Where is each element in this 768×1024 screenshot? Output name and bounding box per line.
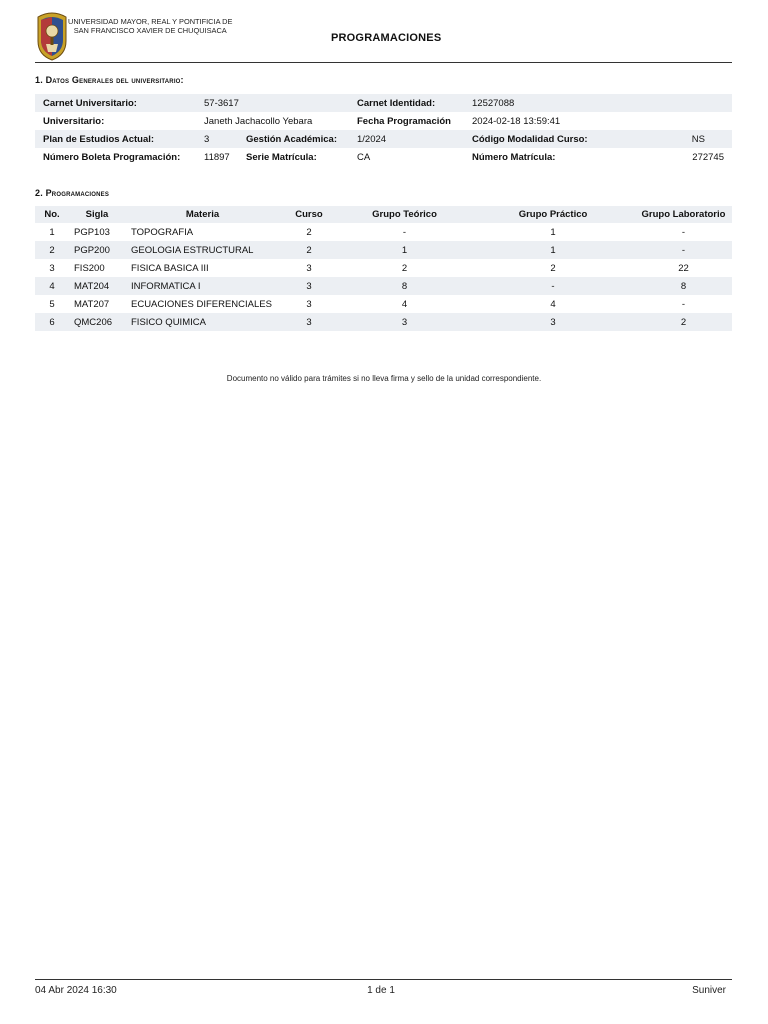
boleta-serie-cell	[196, 148, 349, 166]
table-row	[35, 295, 732, 313]
validity-note: Documento no válido para trámites si no lleva firma y sello de la unidad correspondiente.	[226, 374, 542, 383]
cell-grupo-teorico: 3	[338, 313, 471, 331]
university-crest-icon	[35, 11, 69, 61]
table-row	[35, 241, 732, 259]
serie-matricula-value: CA	[357, 151, 371, 163]
cell-sigla: PGP103	[74, 226, 110, 238]
cell-grupo-practico: -	[471, 277, 635, 295]
carnet-identidad-value: 12527088	[464, 94, 732, 112]
cell-grupo-laboratorio: 2	[635, 313, 732, 331]
cell-grupo-practico: 2	[550, 262, 556, 274]
col-header-grupo-practico: Grupo Práctico	[471, 206, 635, 223]
table-row	[35, 223, 732, 241]
document-header	[35, 10, 732, 64]
cell-materia: FISICA BASICA III	[131, 262, 209, 274]
general-data-table	[35, 94, 732, 166]
cell-materia: FISICO QUIMICA	[125, 313, 280, 331]
footer-page-number: 1 de 1	[367, 985, 395, 996]
cell-sigla: MAT207	[74, 298, 110, 310]
fecha-programacion-label: Fecha Programación	[357, 115, 451, 127]
cell-grupo-practico: 3	[471, 313, 635, 331]
university-name-line-2: SAN FRANCISCO XAVIER DE CHUQUISACA	[73, 26, 227, 35]
cell-sigla: QMC206	[69, 313, 125, 331]
footer-divider	[35, 979, 732, 980]
cell-grupo-teorico: 4	[401, 298, 408, 310]
table-row	[35, 277, 732, 295]
cell-grupo-laboratorio: -	[681, 226, 686, 238]
cell-materia: GEOLOGIA ESTRUCTURAL	[125, 241, 280, 259]
plan-gestion-cell	[196, 130, 349, 148]
cell-curso: 3	[280, 277, 338, 295]
cell-no: 3	[49, 262, 55, 274]
cell-grupo-teorico: -	[402, 226, 407, 238]
carnet-identidad-label: Carnet Identidad:	[349, 94, 464, 112]
universitario-label: Universitario:	[43, 115, 105, 127]
col-header-grupo-laboratorio: Grupo Laboratorio	[635, 206, 732, 223]
header-divider	[35, 62, 732, 63]
codigo-modalidad-label: Código Modalidad Curso:	[464, 130, 576, 148]
cell-materia: ECUACIONES DIFERENCIALES	[131, 298, 272, 310]
gestion-academica-label: Gestión Académica:	[246, 133, 337, 145]
cell-materia: TOPOGRAFIA	[131, 226, 194, 238]
cell-no: 5	[49, 298, 55, 310]
general-data-title: 1. Datos Generales del universitario:	[35, 75, 184, 85]
col-header-sigla: Sigla	[69, 206, 125, 223]
col-header-curso: Curso	[280, 206, 338, 223]
col-header-materia: Materia	[125, 206, 280, 223]
general-row-1	[35, 94, 732, 112]
cell-curso: 3	[280, 313, 338, 331]
cell-curso: 3	[306, 298, 312, 310]
cell-grupo-teorico: 8	[338, 277, 471, 295]
cell-grupo-teorico: 2	[401, 262, 408, 274]
plan-estudios-value: 3	[204, 133, 210, 145]
col-header-grupo-teorico: Grupo Teórico	[338, 206, 471, 223]
university-name-line-1: UNIVERSIDAD MAYOR, REAL Y PONTIFICIA DE	[68, 17, 233, 26]
table-header-row	[35, 206, 732, 223]
cell-curso: 2	[280, 241, 338, 259]
codigo-modalidad-value: NS	[576, 130, 732, 148]
carnet-universitario-label: Carnet Universitario:	[35, 94, 196, 112]
numero-boleta-value: 11897	[204, 151, 230, 163]
cell-grupo-practico: 1	[550, 226, 556, 238]
cell-grupo-laboratorio: 22	[678, 262, 689, 274]
numero-matricula-label: Número Matrícula:	[472, 151, 556, 163]
fecha-programacion-value: 2024-02-18 13:59:41	[472, 115, 561, 127]
carnet-universitario-value: 57-3617	[196, 94, 349, 112]
plan-estudios-label: Plan de Estudios Actual:	[35, 130, 196, 148]
cell-no: 2	[35, 241, 69, 259]
table-row	[35, 259, 732, 277]
cell-sigla: FIS200	[74, 262, 105, 274]
footer-system-name: Suniver	[692, 985, 726, 996]
programaciones-title: 2. Programaciones	[35, 188, 110, 198]
cell-grupo-laboratorio: 8	[635, 277, 732, 295]
programaciones-table	[35, 206, 732, 331]
gestion-academica-value: 1/2024	[349, 130, 464, 148]
cell-grupo-practico: 1	[471, 241, 635, 259]
general-row-4	[35, 148, 732, 166]
general-row-2	[35, 112, 732, 130]
cell-grupo-teorico: 1	[338, 241, 471, 259]
general-row-3	[35, 130, 732, 148]
table-row	[35, 313, 732, 331]
footer-datetime: 04 Abr 2024 16:30	[35, 985, 117, 996]
col-header-no: No.	[35, 206, 69, 223]
cell-no: 1	[49, 226, 55, 238]
universitario-value: Janeth Jachacollo Yebara	[204, 115, 313, 127]
university-name	[68, 17, 232, 35]
cell-sigla: MAT204	[69, 277, 125, 295]
cell-no: 4	[35, 277, 69, 295]
cell-grupo-laboratorio: -	[681, 298, 686, 310]
cell-grupo-practico: 4	[550, 298, 556, 310]
cell-no: 6	[35, 313, 69, 331]
cell-grupo-laboratorio: -	[635, 241, 732, 259]
cell-curso: 3	[306, 262, 312, 274]
page-title: PROGRAMACIONES	[331, 32, 442, 44]
cell-curso: 2	[306, 226, 312, 238]
numero-boleta-label: Número Boleta Programación:	[43, 151, 181, 163]
serie-matricula-label: Serie Matrícula:	[246, 151, 317, 163]
cell-materia: INFORMATICA I	[125, 277, 280, 295]
numero-matricula-value: 272745	[692, 151, 724, 163]
cell-sigla: PGP200	[69, 241, 125, 259]
